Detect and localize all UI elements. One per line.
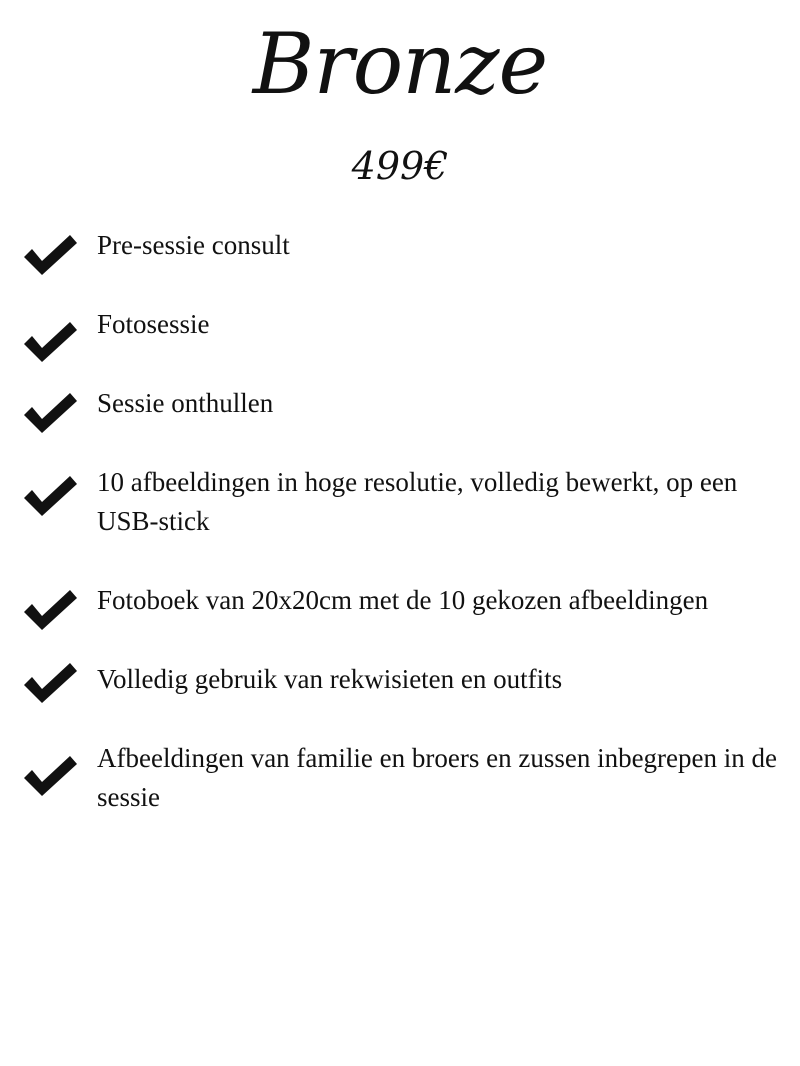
check-icon: [20, 752, 80, 800]
check-icon: [20, 472, 80, 520]
check-icon: [20, 659, 80, 707]
feature-text: Sessie onthullen: [97, 388, 274, 418]
package-price: 499€: [351, 144, 449, 188]
check-icon: [20, 389, 80, 437]
feature-text: Fotosessie: [97, 309, 210, 339]
check-icon: [20, 231, 80, 279]
feature-text: Afbeeldingen van familie en broers en zussen inbegrepen in de sessie: [97, 743, 777, 812]
feature-text: 10 afbeeldingen in hoge resolutie, volledig bewerkt, op een USB-stick: [97, 467, 738, 536]
check-icon: [20, 318, 80, 366]
package-title: Bronze: [252, 15, 548, 113]
feature-text: Pre-sessie consult: [97, 230, 290, 260]
feature-text: Fotoboek van 20x20cm met de 10 gekozen afbeeldingen: [97, 585, 709, 615]
check-icon: [20, 586, 80, 634]
feature-text: Volledig gebruik van rekwisieten en outfits: [97, 664, 563, 694]
